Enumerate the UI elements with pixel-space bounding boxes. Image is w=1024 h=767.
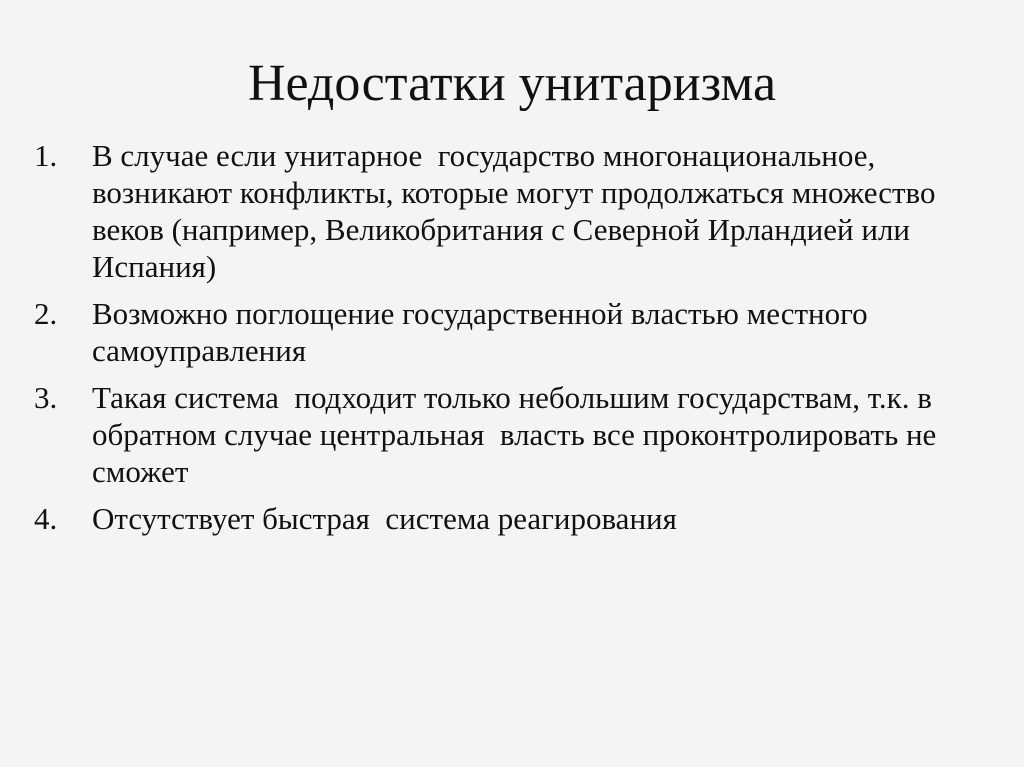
list-item-text: Возможно поглощение государственной властью местного самоуправления: [92, 296, 876, 368]
list-item: [34, 295, 994, 369]
list-item-text: Отсутствует быстрая система реагирования: [92, 501, 677, 536]
list-item-text: В случае если унитарное государство многонациональное, возникают конфликты, которые могут продолжаться множество веков (например, Великобритания с Северной Ирландией или Испания): [92, 138, 944, 284]
list-item-number: 2.: [34, 296, 58, 331]
list-item: [34, 137, 994, 285]
list-item: [34, 500, 994, 537]
list-item-number: 3.: [34, 380, 58, 415]
list-item-number: 1.: [34, 138, 58, 173]
list-item-number: 4.: [34, 501, 58, 536]
list-item: [34, 379, 994, 490]
list-item-text: Такая система подходит только небольшим государствам, т.к. в обратном случае центральная власть все проконтролировать не сможет: [92, 380, 945, 489]
disadvantages-list: [34, 137, 994, 547]
slide-title: Недостатки унитаризма: [247, 55, 777, 112]
